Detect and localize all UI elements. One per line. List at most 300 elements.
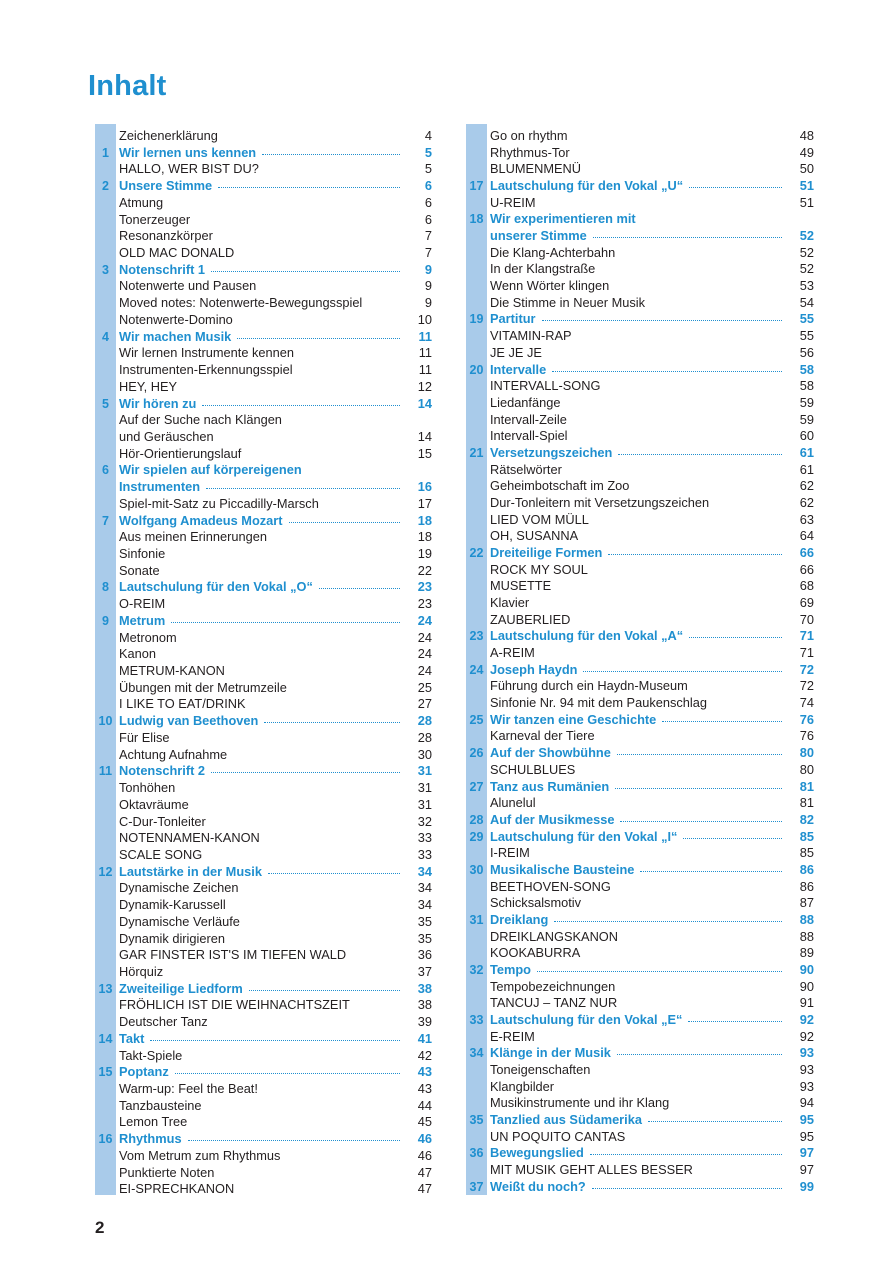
toc-entry-row (95, 212, 432, 228)
page-ref: 4 (424, 128, 432, 143)
toc-chapter-row (466, 228, 814, 244)
toc-chapter-row (466, 1145, 814, 1161)
toc-label (490, 845, 784, 861)
toc-label (490, 829, 784, 845)
toc-entry-row (95, 345, 432, 361)
toc-label (119, 1081, 402, 1097)
page-ref: 43 (417, 1081, 432, 1097)
toc-entry-row (466, 295, 814, 311)
entry-title: Tonerzeuger (119, 211, 191, 227)
toc-label (490, 712, 784, 728)
page-ref: 28 (417, 729, 432, 745)
page-ref: 48 (799, 128, 814, 143)
toc-label (490, 545, 784, 561)
page-ref: 90 (799, 962, 814, 977)
toc-entry-row (466, 595, 814, 611)
entry-title: I LIKE TO EAT/DRINK (119, 696, 246, 712)
toc-label (490, 1179, 784, 1195)
page-ref: 50 (799, 161, 814, 177)
toc-label (119, 529, 402, 545)
page-ref: 7 (424, 245, 432, 261)
page-ref: 66 (799, 545, 814, 560)
toc-label (490, 812, 784, 828)
toc-label (490, 1062, 784, 1078)
entry-title: Resonanzkörper (119, 228, 213, 244)
toc-chapter-row (95, 613, 432, 629)
chapter-title: Instrumenten (119, 479, 201, 495)
toc-label (119, 646, 402, 662)
entry-title: Klavier (490, 595, 530, 611)
chapter-number: 29 (469, 829, 484, 844)
chapter-number: 11 (98, 764, 113, 779)
page-ref: 55 (799, 311, 814, 327)
entry-title: I-REIM (490, 845, 530, 861)
toc-label (490, 462, 784, 478)
page-ref: 37 (417, 964, 432, 979)
page-ref: 34 (417, 880, 432, 896)
toc-label (119, 362, 402, 378)
toc-label (119, 546, 402, 562)
toc-entry-row (466, 328, 814, 344)
toc-entry-row (466, 678, 814, 694)
toc-chapter-row (466, 445, 814, 461)
toc-label (119, 897, 402, 913)
entry-title: OH, SUSANNA (490, 528, 579, 544)
chapter-number: 7 (102, 513, 109, 528)
toc-label (119, 780, 402, 796)
chapter-title: Lautschulung für den Vokal „U“ (490, 178, 684, 194)
chapter-number: 10 (98, 714, 113, 729)
entry-title: Oktavräume (119, 796, 189, 812)
toc-label (119, 513, 402, 529)
entry-title: NOTENNAMEN-KANON (119, 830, 260, 846)
toc-chapter-row (466, 1012, 814, 1028)
toc-label (119, 496, 402, 512)
entry-title: Vom Metrum zum Rhythmus (119, 1147, 281, 1163)
entry-title: Warm-up: Feel the Beat! (119, 1081, 258, 1097)
toc-entry-row (95, 997, 432, 1013)
dot-leader (188, 1140, 400, 1141)
entry-title: BEETHOVEN-SONG (490, 878, 611, 894)
toc-chapter-row (466, 628, 814, 644)
page-ref: 70 (799, 611, 814, 627)
entry-title: SCHULBLUES (490, 761, 576, 777)
toc-label (119, 429, 402, 445)
toc-label (490, 929, 784, 945)
chapter-number: 3 (102, 262, 109, 277)
toc-entry-row (466, 478, 814, 494)
toc-entry-row (466, 378, 814, 394)
toc-entry-row (466, 979, 814, 995)
entry-title: A-REIM (490, 645, 535, 661)
toc-label (119, 329, 402, 345)
toc-label (119, 462, 402, 478)
toc-entry-row (95, 312, 432, 328)
toc-entry-row (95, 529, 432, 545)
page-ref: 31 (417, 796, 432, 812)
page-ref: 52 (799, 244, 814, 260)
page-ref: 14 (417, 395, 432, 411)
toc-chapter-row (95, 396, 432, 412)
entry-title: HALLO, WER BIST DU? (119, 161, 259, 177)
page-ref: 17 (417, 495, 432, 511)
toc-label (490, 745, 784, 761)
toc-label (490, 595, 784, 611)
toc-entry-row (95, 814, 432, 830)
toc-entry-row (466, 895, 814, 911)
toc-label (119, 663, 402, 679)
dot-leader (211, 271, 400, 272)
toc-label (119, 997, 402, 1013)
toc-label (119, 145, 402, 161)
dot-leader (175, 1073, 400, 1074)
chapter-title: Joseph Haydn (490, 661, 578, 677)
toc-label (119, 312, 402, 328)
entry-title: Für Elise (119, 729, 170, 745)
toc-label (119, 195, 402, 211)
toc-label (119, 880, 402, 896)
toc-entry-row (95, 496, 432, 512)
toc-label (490, 862, 784, 878)
toc-entry-row (95, 964, 432, 980)
page-ref: 85 (799, 845, 814, 861)
toc-entry-row (95, 1165, 432, 1181)
chapter-title: Auf der Musikmesse (490, 811, 615, 827)
page-ref: 61 (799, 461, 814, 477)
page-ref: 51 (799, 194, 814, 210)
toc-label (490, 1145, 784, 1161)
chapter-number: 1 (102, 145, 109, 160)
entry-title: Takt-Spiele (119, 1047, 183, 1063)
page-ref: 61 (799, 444, 814, 460)
chapter-number: 13 (98, 981, 113, 996)
page-ref: 10 (417, 311, 432, 327)
page-ref: 52 (799, 261, 814, 277)
chapter-title: Versetzungszeichen (490, 444, 613, 460)
chapter-number: 25 (469, 712, 484, 727)
toc-entry-row (95, 947, 432, 963)
page-ref: 24 (417, 612, 432, 628)
toc-label (490, 962, 784, 978)
toc-label (490, 311, 784, 327)
page-ref: 36 (417, 947, 432, 963)
toc-entry-row (466, 945, 814, 961)
page-ref: 47 (417, 1164, 432, 1180)
page-ref: 35 (417, 930, 432, 946)
dot-leader (249, 990, 400, 991)
toc-label (490, 1112, 784, 1128)
entry-title: EI-SPRECHKANON (119, 1181, 235, 1197)
chapter-number: 18 (469, 212, 484, 227)
toc-label (490, 161, 784, 177)
toc-label (119, 379, 402, 395)
toc-label (490, 261, 784, 277)
chapter-title: Notenschrift 1 (119, 261, 206, 277)
toc-label (119, 680, 402, 696)
entry-title: Dur-Tonleitern mit Versetzungszeichen (490, 494, 710, 510)
toc-label (490, 612, 784, 628)
chapter-number: 20 (469, 362, 484, 377)
page-ref: 52 (799, 228, 814, 244)
dot-leader (552, 371, 782, 372)
entry-title: Go on rhythm (490, 128, 568, 143)
entry-title: Zeichenerklärung (119, 128, 218, 143)
page-ref: 22 (417, 562, 432, 578)
chapter-number: 12 (98, 864, 113, 879)
toc-entry-row (466, 845, 814, 861)
page-ref: 56 (799, 344, 814, 360)
toc-label (119, 1031, 402, 1047)
toc-entry-row (95, 278, 432, 294)
entry-title: BLUMENMENÜ (490, 161, 582, 177)
dot-leader (264, 722, 400, 723)
toc-chapter-row (95, 513, 432, 529)
toc-chapter-row (95, 178, 432, 194)
toc-entry-row (95, 747, 432, 763)
entry-title: SCALE SONG (119, 846, 203, 862)
toc-label (119, 596, 402, 612)
toc-label (490, 628, 784, 644)
dot-leader (592, 1188, 782, 1189)
page-ref: 6 (424, 194, 432, 210)
entry-title: Tempobezeichnungen (490, 978, 616, 994)
chapter-title: Wir spielen auf körpereigenen (119, 462, 302, 478)
toc-label (119, 278, 402, 294)
chapter-title: Ludwig van Beethoven (119, 713, 259, 729)
toc-column-right (466, 124, 814, 1195)
toc-label (119, 696, 402, 712)
toc-chapter-row (466, 779, 814, 795)
toc-label (490, 728, 784, 744)
toc-chapter-row (466, 178, 814, 194)
page-ref: 51 (799, 178, 814, 194)
page-ref: 6 (424, 211, 432, 227)
page-ref: 68 (799, 578, 814, 594)
chapter-number: 15 (98, 1065, 113, 1080)
toc-entry-row (95, 1081, 432, 1097)
toc-label (490, 1129, 784, 1145)
toc-label (119, 128, 402, 144)
entry-title: Intervall-Zeile (490, 411, 567, 427)
entry-title: Rhythmus-Tor (490, 144, 570, 160)
dot-leader (554, 921, 782, 922)
toc-label (119, 1048, 402, 1064)
toc-label (490, 678, 784, 694)
entry-title: Klangbilder (490, 1078, 555, 1094)
chapter-number: 22 (469, 546, 484, 560)
toc-label (119, 212, 402, 228)
toc-label (490, 128, 784, 144)
toc-entry-row (95, 1114, 432, 1130)
page-ref: 62 (799, 494, 814, 510)
toc-entry-row (466, 929, 814, 945)
page-ref: 95 (799, 1128, 814, 1144)
page-ref: 46 (417, 1131, 432, 1147)
page-ref: 28 (417, 713, 432, 729)
toc-entry-row (466, 1095, 814, 1111)
page-ref: 11 (418, 362, 432, 378)
toc-chapter-row (466, 712, 814, 728)
toc-entry-row (466, 1129, 814, 1145)
chapter-title: Wir tanzen eine Geschichte (490, 711, 657, 727)
entry-title: Instrumenten-Erkennungsspiel (119, 362, 293, 378)
toc-entry-row (95, 680, 432, 696)
toc-entry-row (466, 762, 814, 778)
page-ref: 6 (424, 178, 432, 194)
dot-leader (688, 1021, 782, 1022)
toc-entry-row (95, 245, 432, 261)
toc-label (119, 345, 402, 361)
toc-label (119, 1181, 402, 1197)
dot-leader (237, 338, 400, 339)
toc-chapter-row (466, 211, 814, 227)
toc-label (490, 478, 784, 494)
entry-title: Geheimbotschaft im Zoo (490, 478, 630, 494)
page-ref: 11 (418, 328, 432, 344)
page-ref: 60 (799, 428, 814, 444)
entry-title: Auf der Suche nach Klängen (119, 412, 282, 428)
dot-leader (542, 320, 782, 321)
page-ref: 80 (799, 761, 814, 777)
toc-label (490, 395, 784, 411)
chapter-title: Unsere Stimme (119, 178, 213, 194)
toc-label (119, 228, 402, 244)
page-ref: 81 (799, 795, 814, 811)
entry-title: C-Dur-Tonleiter (119, 813, 206, 829)
chapter-number: 28 (469, 812, 484, 827)
entry-title: Notenwerte und Pausen (119, 278, 257, 294)
toc-chapter-row (466, 829, 814, 845)
toc-label (490, 512, 784, 528)
chapter-number: 2 (102, 179, 109, 194)
toc-entry-row (466, 128, 814, 144)
toc-chapter-row (466, 912, 814, 928)
toc-entry-row (95, 429, 432, 445)
page-ref: 95 (799, 1112, 814, 1128)
toc-label (490, 662, 784, 678)
chapter-number: 14 (98, 1031, 113, 1046)
page-ref: 88 (799, 928, 814, 944)
entry-title: Hör-Orientierungslauf (119, 445, 242, 461)
entry-title: Sinfonie Nr. 94 mit dem Paukenschlag (490, 695, 707, 711)
toc-entry-row (466, 345, 814, 361)
toc-entry-row (95, 596, 432, 612)
page-ref: 81 (799, 778, 814, 794)
dot-leader (583, 671, 782, 672)
chapter-title: Lautschulung für den Vokal „O“ (119, 579, 313, 595)
page-ref: 89 (799, 945, 814, 961)
dot-leader (662, 721, 782, 722)
entry-title: INTERVALL-SONG (490, 378, 601, 394)
page-ref: 47 (417, 1181, 432, 1197)
page-ref: 9 (424, 278, 432, 294)
toc-label (119, 981, 402, 997)
toc-label (119, 947, 402, 963)
page-ref: 90 (799, 978, 814, 994)
toc-entry-row (95, 546, 432, 562)
dot-leader (689, 187, 782, 188)
toc-entry-row (95, 295, 432, 311)
toc-entry-row (466, 245, 814, 261)
toc-label (119, 964, 402, 980)
toc-entry-row (95, 847, 432, 863)
page-ref: 16 (417, 479, 432, 495)
chapter-number: 31 (469, 912, 484, 927)
page-ref: 59 (799, 411, 814, 427)
toc-label (490, 779, 784, 795)
page-ref: 99 (799, 1178, 814, 1194)
chapter-title: Metrum (119, 612, 166, 628)
toc-label (490, 328, 784, 344)
toc-chapter-row (95, 329, 432, 345)
toc-label (119, 847, 402, 863)
entry-title: Dynamik-Karussell (119, 897, 226, 913)
toc-chapter-row (95, 1031, 432, 1047)
chapter-title: Intervalle (490, 361, 547, 377)
toc-entry-row (95, 446, 432, 462)
toc-label (490, 428, 784, 444)
toc-label (490, 362, 784, 378)
toc-label (490, 1079, 784, 1095)
page-ref: 86 (799, 861, 814, 877)
page-ref: 93 (799, 1078, 814, 1094)
toc-entry-row (95, 897, 432, 913)
entry-title: HEY, HEY (119, 378, 178, 394)
chapter-title: Musikalische Bausteine (490, 861, 635, 877)
page-ref: 93 (799, 1045, 814, 1061)
page-ref: 92 (799, 1012, 814, 1028)
entry-title: LIED VOM MÜLL (490, 511, 589, 527)
page-ref: 72 (799, 661, 814, 677)
page-ref: 31 (417, 763, 432, 779)
toc-entry-row (466, 395, 814, 411)
dot-leader (202, 405, 400, 406)
toc-chapter-row (95, 864, 432, 880)
toc-entry-row (95, 1098, 432, 1114)
toc-entry-row (95, 730, 432, 746)
entry-title: Hörquiz (119, 964, 164, 979)
page-ref: 94 (799, 1095, 814, 1111)
page-ref: 63 (799, 511, 814, 527)
entry-title: VITAMIN-RAP (490, 328, 572, 344)
page-ref: 5 (424, 144, 432, 160)
chapter-title: Wir hören zu (119, 395, 197, 411)
toc-label (119, 1131, 402, 1147)
toc-chapter-row (95, 145, 432, 161)
dot-leader (268, 873, 400, 874)
chapter-title: Dreiklang (490, 911, 549, 927)
toc-label (119, 446, 402, 462)
entry-title: Deutscher Tanz (119, 1014, 208, 1030)
toc-entry-row (95, 880, 432, 896)
toc-label (119, 713, 402, 729)
toc-chapter-row (95, 763, 432, 779)
dot-leader (206, 488, 400, 489)
toc-label (490, 1012, 784, 1028)
chapter-number: 36 (469, 1146, 484, 1161)
toc-label (119, 295, 402, 311)
toc-chapter-row (466, 812, 814, 828)
entry-title: O-REIM (119, 596, 166, 612)
entry-title: FRÖHLICH IST DIE WEIHNACHTSZEIT (119, 997, 350, 1013)
entry-title: GAR FINSTER IST'S IM TIEFEN WALD (119, 947, 347, 963)
page-ref: 76 (799, 728, 814, 744)
toc-entry-row (466, 995, 814, 1011)
entry-title: Dynamik dirigieren (119, 930, 225, 946)
toc-label (490, 912, 784, 928)
page-ref: 5 (424, 161, 432, 177)
entry-title: Wenn Wörter klingen (490, 278, 610, 294)
